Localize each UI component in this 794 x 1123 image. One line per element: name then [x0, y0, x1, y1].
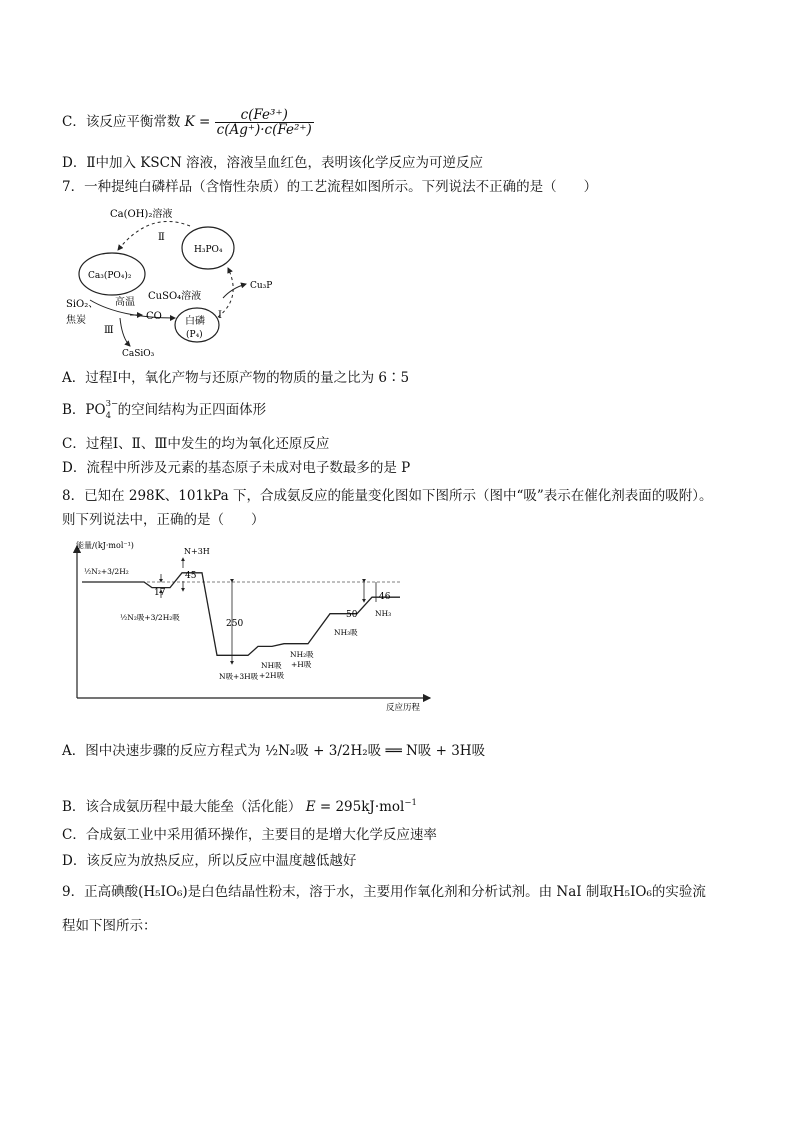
label-sio2: SiO₂、	[66, 299, 99, 310]
label-n3h: N+3H	[184, 547, 210, 556]
label-co: CO	[146, 311, 162, 322]
q8-stem-line2: 则下列说法中，正确的是（ ）	[62, 512, 265, 528]
label-nh3: NH₃	[375, 609, 392, 618]
label-nh3-ads: NH₃吸	[334, 628, 358, 637]
label-p4: (P₄)	[186, 330, 203, 340]
q8-stem-line1: 8．已知在 298K、101kPa 下，合成氨反应的能量变化图如下图所示（图中“吸”表示在催化剂表面的吸附）。	[62, 488, 713, 504]
label-cuso4: CuSO₄溶液	[148, 291, 202, 302]
q8-energy-diagram	[72, 538, 437, 713]
q7-option-b-ion: PO	[85, 402, 106, 418]
q7-option-b	[62, 401, 266, 419]
label-250: 250	[226, 619, 244, 629]
q8-option-c: C．合成氨工业中采用循环操作，主要目的是增大化学反应速率	[62, 827, 437, 843]
q8-option-b-exponent: −1	[404, 798, 417, 808]
q9-formula2: H₅IO₆	[612, 884, 652, 900]
label-h3po4: H₃PO₄	[194, 245, 223, 255]
label-50: 50	[346, 610, 358, 620]
q6-option-c	[62, 108, 314, 137]
arrow-casio3	[120, 318, 130, 346]
arrow-ii	[118, 221, 190, 250]
label-gaowen: 高温	[115, 297, 135, 308]
label-left-top: ½N₂+3/2H₂	[84, 567, 129, 576]
label-nh2-ads: NH₂吸	[290, 650, 314, 659]
q8-option-b-value: = 295kJ·mol	[315, 799, 405, 815]
label-caoh2: Ca(OH)₂溶液	[110, 209, 173, 220]
q6-option-c-fraction	[215, 108, 314, 137]
q7-option-b-charges	[105, 399, 119, 421]
label-ca3po42: Ca₃(PO₄)₂	[88, 271, 132, 281]
q6-option-c-equals: =	[199, 114, 215, 130]
q6-option-d: D．Ⅱ中加入 KSCN 溶液，溶液呈血红色，表明该化学反应为可逆反应	[62, 155, 484, 171]
q8-option-a-equation: ½N₂吸 + 3/2H₂吸 ══ N吸 + 3H吸	[265, 743, 486, 759]
label-n3h-ads: N吸+3H吸	[219, 672, 259, 681]
q7-flow-diagram	[60, 200, 280, 365]
q9-line2: 程如下图所示：	[62, 918, 157, 934]
q8-option-a	[62, 742, 485, 760]
label-cu3p: Cu₃P	[250, 281, 273, 291]
q7-option-b-prefix: B．	[62, 402, 86, 418]
q9-formula: (H₅IO₆)	[138, 884, 188, 900]
x-axis-label: 反应历程	[386, 703, 421, 713]
label-jiaotan: 焦炭	[66, 315, 86, 326]
label-nh-ads-2h: +2H吸	[259, 671, 285, 680]
q8-option-b-prefix: B．该合成氨历程中最大能垒（活化能）	[62, 799, 302, 815]
label-ii: Ⅱ	[158, 232, 165, 243]
q7-stem: 7．一种提纯白磷样品（含惰性杂质）的工艺流程如图所示。下列说法不正确的是（ ）	[62, 179, 598, 195]
label-nh2-ads-h: +H吸	[291, 660, 312, 669]
q9-line1-a: 9．正高碘酸	[62, 884, 139, 900]
label-17: 17	[154, 588, 166, 598]
label-left-bottom: ½N₂吸+3/2H₂吸	[120, 613, 180, 622]
q9-line1	[62, 883, 706, 901]
label-46: 46	[379, 592, 391, 602]
label-bailin: 白磷	[185, 316, 205, 327]
label-casio3: CaSiO₃	[122, 349, 155, 359]
q8-option-b	[62, 794, 417, 816]
q7-option-b-sup: 3−	[105, 399, 119, 409]
q8-option-b-e: E	[305, 799, 316, 815]
label-i: Ⅰ	[218, 310, 222, 321]
q8-option-d: D．该反应为放热反应，所以反应中温度越低越好	[62, 853, 357, 869]
q7-option-d: D．流程中所涉及元素的基态原子未成对电子数最多的是 P	[62, 460, 411, 476]
q6-fraction-denominator: c(Ag⁺)·c(Fe²⁺)	[216, 122, 312, 138]
arrow-cu3p	[223, 284, 246, 298]
q7-option-b-rest: 的空间结构为正四面体形	[117, 402, 267, 418]
q8-option-a-prefix: A．图中决速步骤的反应方程式为	[62, 743, 261, 759]
label-45: 45	[185, 571, 197, 581]
q7-option-b-sub: 4	[105, 411, 111, 421]
q6-fraction-numerator: c(Fe³⁺)	[215, 108, 314, 123]
q6-option-c-prefix: C．该反应平衡常数	[62, 114, 181, 130]
q6-option-c-k: K	[184, 114, 195, 130]
label-iii: Ⅲ	[104, 325, 114, 336]
q9-line1-c: 的实验流	[651, 884, 706, 900]
q9-line1-b: 是白色结晶性粉末，溶于水，主要用作氧化剂和分析试剂。由 NaI 制取	[187, 884, 613, 900]
q7-option-c: C．过程Ⅰ、Ⅱ、Ⅲ中发生的均为氧化还原反应	[62, 436, 330, 452]
label-nh-ads: NH吸	[261, 661, 282, 670]
q7-option-a: A．过程Ⅰ中，氧化产物与还原产物的物质的量之比为 6∶5	[62, 370, 410, 386]
y-axis-label: 能量/(kJ·mol⁻¹)	[76, 541, 134, 550]
